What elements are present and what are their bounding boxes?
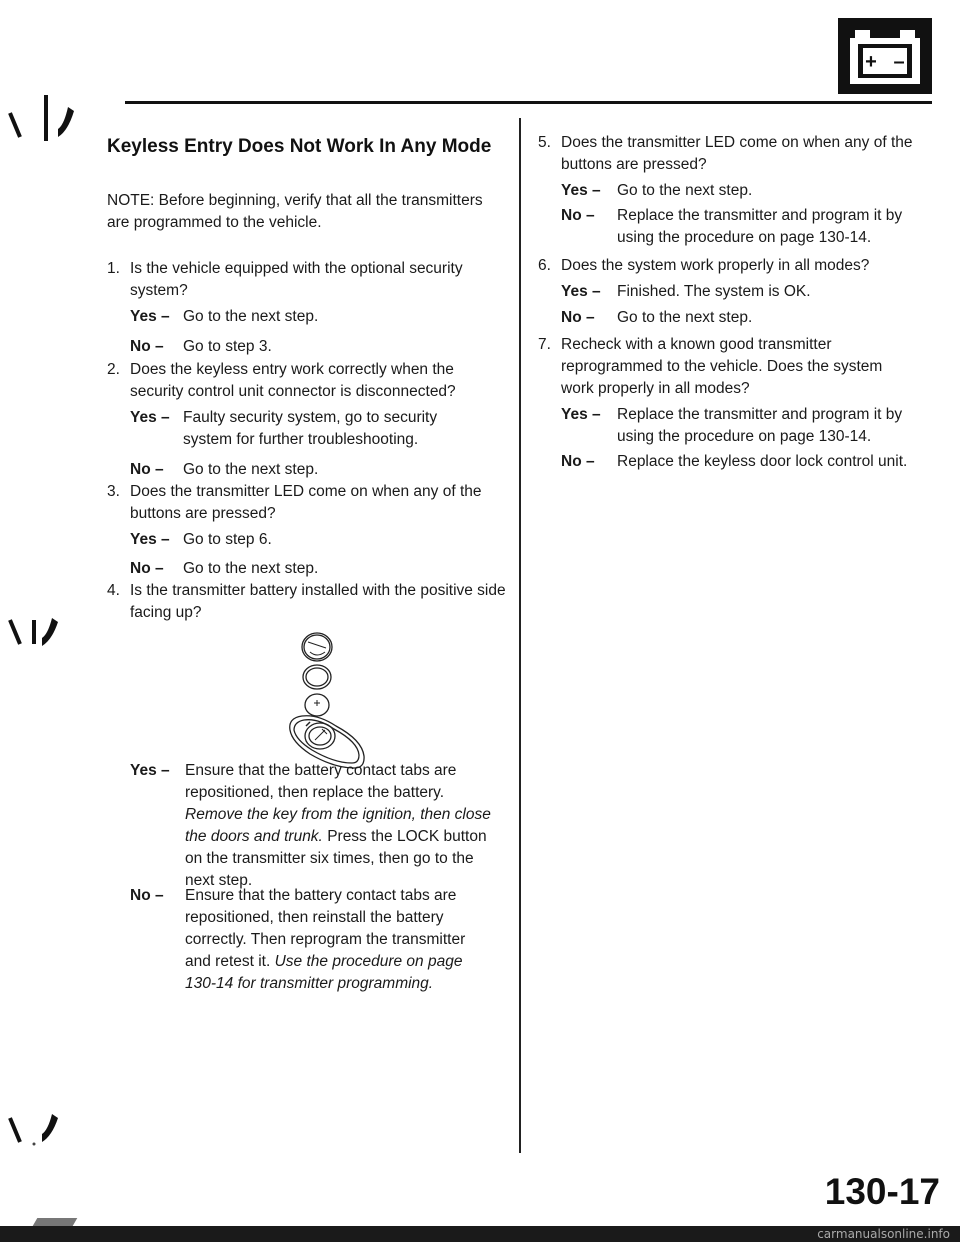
battery-section-icon [838,18,932,94]
yes-text [185,760,495,892]
no-label: No – [130,461,164,478]
step-number: 6. [538,257,551,274]
no-answer [561,307,921,329]
no-text: Go to step 3. [183,338,272,355]
section-title: Keyless Entry Does Not Work In Any Mode [107,136,492,157]
step-number: 3. [107,483,120,500]
step-number: 2. [107,361,120,378]
step-number: 5. [538,134,551,151]
yes-label: Yes – [130,409,170,426]
yes-label: Yes – [130,531,170,548]
yes-answer [130,306,510,328]
no-text [185,885,495,995]
yes-text: Finished. The system is OK. [617,283,811,300]
yes-answer [561,404,921,448]
battery-plus-symbol: + [865,51,877,73]
step-question: Is the vehicle equipped with the optional security system? [130,260,463,299]
yes-answer [561,281,921,303]
no-text: Go to the next step. [183,560,319,577]
step-question: Does the transmitter LED come on when any of the buttons are pressed? [130,483,482,522]
battery-coin-cell-icon [302,633,332,716]
no-text: Replace the keyless door lock control unit. [617,453,908,470]
no-text-part: Ensure that the battery contact tabs are repositioned, then reinstall the battery correctly. Then reprogram the transmitter and retest it. [185,887,466,970]
transmitter-battery-figure [270,630,380,770]
yes-text: Replace the transmitter and program it by using the procedure on page 130-14. [617,406,903,445]
watermark: carmanualsonline.info [817,1227,950,1241]
binding-mark [6,85,76,145]
yes-answer [561,180,921,202]
yes-text: Faulty security system, go to security system for further troubleshooting. [183,409,438,448]
yes-label: Yes – [130,762,170,779]
header-rule [125,101,932,104]
no-label: No – [561,309,595,326]
no-answer [561,205,921,249]
step-number: 4. [107,582,120,599]
yes-label: Yes – [561,283,601,300]
step-number: 1. [107,260,120,277]
no-label: No – [561,207,595,224]
yes-label: Yes – [561,406,601,423]
no-text: Go to the next step. [183,461,319,478]
step-question: Is the transmitter battery installed with the positive side facing up? [130,582,506,621]
no-answer [130,558,510,580]
no-answer [130,885,512,995]
yes-answer [130,407,510,451]
no-text-italic: Use the procedure on page 130-14 for transmitter programming. [185,953,463,992]
no-text: Go to the next step. [617,309,753,326]
battery-minus-symbol: – [893,51,905,73]
yes-text: Go to the next step. [617,182,753,199]
page-number: 130-17 [824,1171,940,1212]
step-question: Recheck with a known good transmitter reprogrammed to the vehicle. Does the system work properly in all modes? [561,336,883,397]
no-label: No – [130,560,164,577]
yes-label: Yes – [561,182,601,199]
yes-text: Go to step 6. [183,531,272,548]
no-label: No – [130,338,164,355]
step-question: Does the transmitter LED come on when any of the buttons are pressed? [561,134,913,173]
yes-text: Go to the next step. [183,308,319,325]
yes-text-italic: Remove the key from the ignition, then close the doors and trunk. [185,806,491,845]
column-divider [519,118,521,1153]
step-number: 7. [538,336,551,353]
footer-mark [33,1218,78,1226]
binding-mark [6,600,76,660]
no-answer [130,336,510,358]
yes-text-part: Ensure that the battery contact tabs are repositioned, then replace the battery. [185,762,457,801]
no-text: Replace the transmitter and program it by using the procedure on page 130-14. [617,207,903,246]
binding-mark [6,1108,76,1168]
no-answer [130,459,510,481]
no-answer [561,451,931,473]
step-question: Does the system work properly in all modes? [561,257,870,274]
yes-answer [130,529,510,551]
no-label: No – [561,453,595,470]
no-label: No – [130,887,164,904]
yes-text-part: Press the LOCK button on the transmitter six times, then go to the next step. [185,828,487,889]
note-text: NOTE: Before beginning, verify that all the transmitters are programmed to the vehicle. [107,192,483,231]
yes-label: Yes – [130,308,170,325]
step-question: Does the keyless entry work correctly when the security control unit connector is disconnected? [130,361,456,400]
